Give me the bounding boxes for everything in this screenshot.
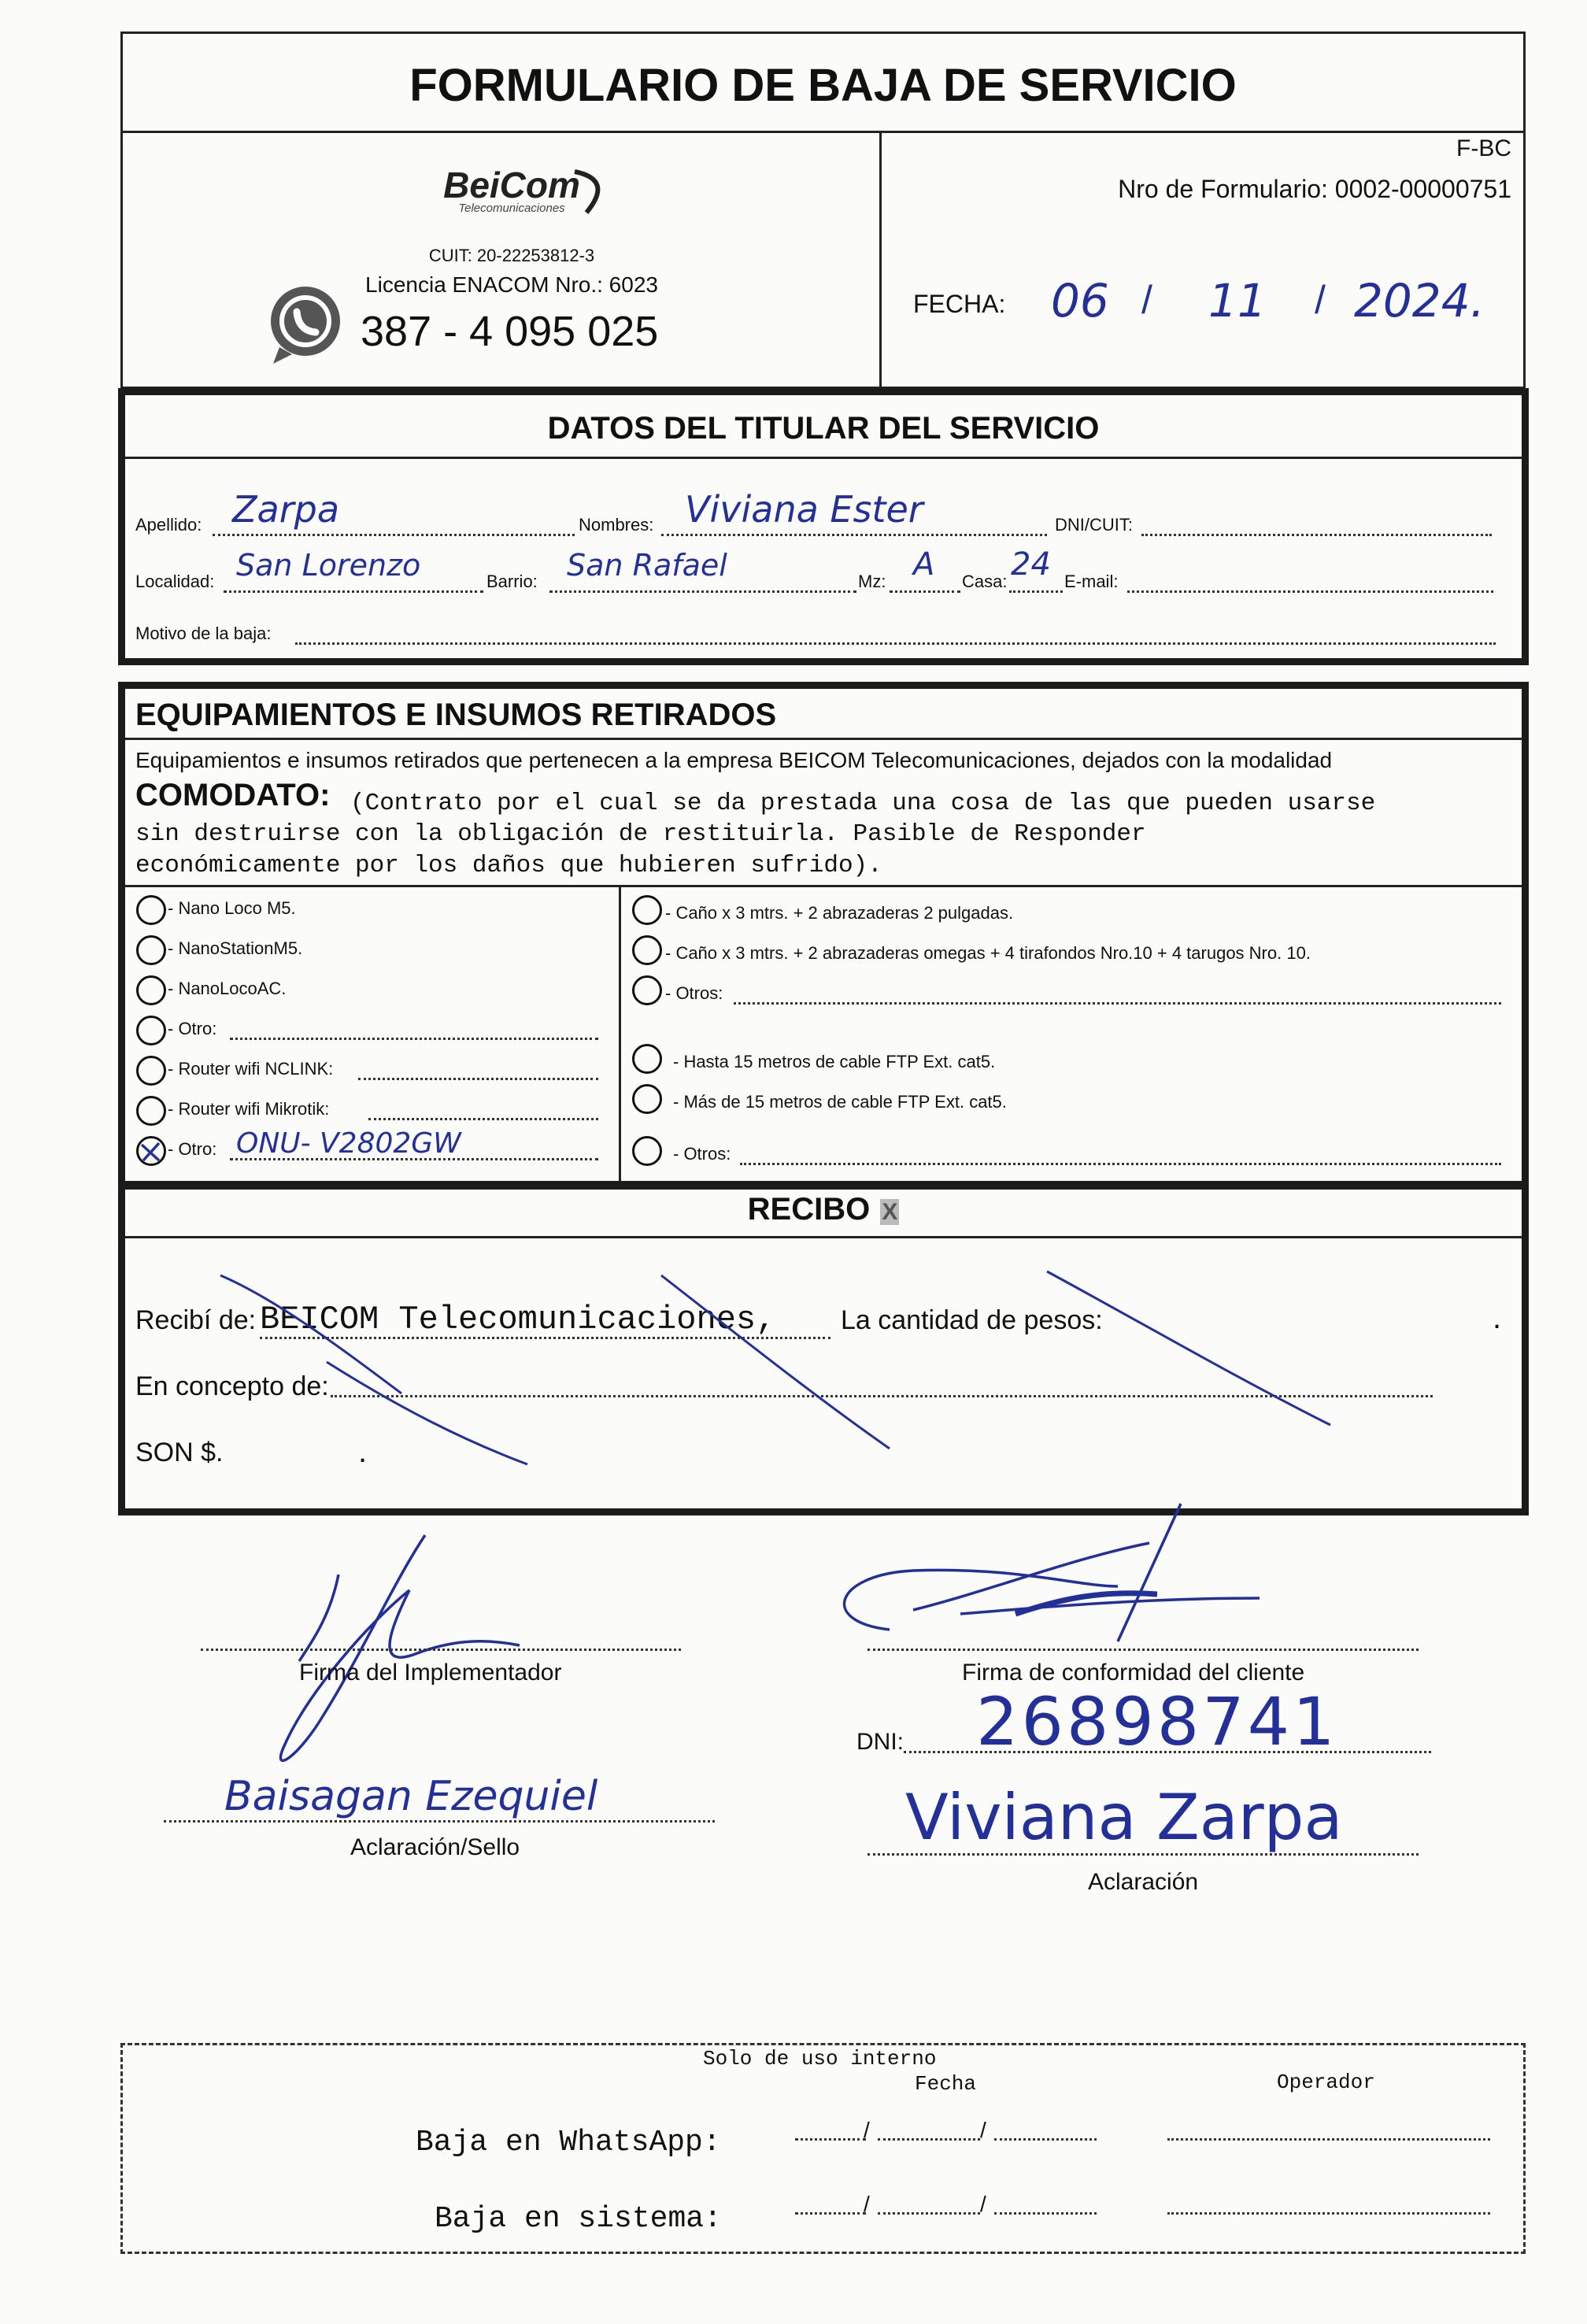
casa-label: Casa: <box>962 572 1008 591</box>
implementador-signature <box>197 1527 562 1787</box>
dni-value: 26898741 <box>976 1683 1338 1760</box>
whatsapp-date-month <box>878 2138 980 2141</box>
checkmark-icon <box>135 1134 170 1168</box>
options-divider <box>125 885 1522 887</box>
whatsapp-date-sep-2: / <box>980 2118 986 2142</box>
aclaracion-label: Aclaración <box>1088 1869 1199 1895</box>
mz-label: Mz: <box>858 572 886 591</box>
titular-heading: DATOS DEL TITULAR DEL SERVICIO <box>547 411 1100 446</box>
motivo-label: Motivo de la baja: <box>135 624 272 643</box>
option-cano-omegas-label: - Caño x 3 mtrs. + 2 abrazaderas omegas + 4 tirafondos Nro.10 + 4 tarugos Nro. 10. <box>665 943 1311 963</box>
localidad-value: San Lorenzo <box>236 548 421 583</box>
date-label: FECHA: <box>913 290 1006 318</box>
whatsapp-date-sep-1: / <box>864 2118 870 2142</box>
option-cable-mas-15-label: - Más de 15 metros de cable FTP Ext. cat5. <box>673 1092 1007 1112</box>
recibo-cancel-strokes <box>118 1228 1529 1512</box>
header-divider <box>879 131 882 389</box>
comodato-text-3: económicamente por los daños que hubieren sufrido). <box>135 852 882 879</box>
whatsapp-date-year <box>994 2138 1097 2141</box>
concepto-label: En concepto de: <box>135 1371 329 1401</box>
option-router-nclink-radio[interactable] <box>136 1056 166 1086</box>
option-cable-hasta-15-radio[interactable] <box>632 1044 662 1074</box>
implementador-line <box>201 1649 681 1651</box>
option-otros-2-line <box>740 1163 1501 1165</box>
form-number: Nro de Formulario: 0002-00000751 <box>1118 175 1511 203</box>
barrio-label: Barrio: <box>486 572 538 591</box>
barrio-line <box>549 590 856 593</box>
whatsapp-icon <box>262 280 349 367</box>
recibi-value: BEICOM Telecomunicaciones, <box>260 1301 776 1338</box>
dni-cuit-line <box>1141 534 1492 536</box>
cliente-label: Firma de conformidad del cliente <box>962 1660 1305 1686</box>
date-sep-2: / <box>1315 278 1326 322</box>
nombres-value: Viviana Ester <box>685 488 923 531</box>
date-month: 11 <box>1208 274 1267 328</box>
sistema-operador-line <box>1167 2212 1490 2215</box>
option-nanoloco-ac-radio[interactable] <box>136 975 166 1005</box>
option-cano-2-pulgadas-radio[interactable] <box>632 895 662 925</box>
option-otro-2-label: - Otro: <box>168 1139 217 1159</box>
internal-title: Solo de uso interno <box>703 2047 937 2071</box>
option-otros-2-label: - Otros: <box>673 1144 731 1164</box>
apellido-value: Zarpa <box>232 488 340 531</box>
logo-swoosh <box>559 164 614 219</box>
recibi-label: Recibí de: <box>135 1305 257 1335</box>
cliente-name: Viviana Zarpa <box>905 1781 1343 1854</box>
apellido-label: Apellido: <box>135 515 202 535</box>
motivo-line <box>295 642 1496 645</box>
nombres-label: Nombres: <box>579 515 654 535</box>
title-divider <box>120 131 1526 133</box>
cantidad-dot: . <box>1493 1301 1502 1335</box>
email-line <box>1127 590 1493 593</box>
recibo-mark: X <box>882 1199 898 1225</box>
option-otro-1-line <box>230 1038 598 1040</box>
sistema-date-month <box>878 2212 980 2215</box>
date-year: 2024. <box>1354 274 1485 328</box>
company-cuit: CUIT: 20-22253812-3 <box>428 246 595 265</box>
email-label: E-mail: <box>1064 572 1119 591</box>
cliente-line <box>867 1649 1419 1651</box>
aclaracion-sello-label: Aclaración/Sello <box>350 1834 520 1860</box>
recibo-heading <box>118 1192 1529 1227</box>
mz-value: A <box>913 546 935 583</box>
option-router-mikrotik-label: - Router wifi Mikrotik: <box>168 1099 330 1119</box>
option-nano-loco-m5-radio[interactable] <box>136 895 166 925</box>
casa-value: 24 <box>1011 546 1051 583</box>
barrio-value: San Rafael <box>567 548 727 583</box>
option-nanostation-m5-radio[interactable] <box>136 935 166 965</box>
dni-cuit-label: DNI/CUIT: <box>1055 515 1133 535</box>
localidad-label: Localidad: <box>135 572 215 591</box>
son-label: SON $. <box>135 1438 224 1467</box>
option-router-mikrotik-radio[interactable] <box>136 1096 166 1126</box>
option-cano-omegas-radio[interactable] <box>632 935 662 965</box>
option-router-nclink-line <box>358 1078 598 1080</box>
internal-row-whatsapp: Baja en WhatsApp: <box>416 2126 721 2159</box>
apellido-line <box>213 534 575 536</box>
casa-line <box>1009 590 1063 593</box>
company-license: Licencia ENACOM Nro.: 6023 <box>365 272 658 297</box>
dni-label: DNI: <box>856 1729 904 1755</box>
sistema-date-day <box>795 2212 866 2215</box>
internal-fecha-label: Fecha <box>915 2072 977 2096</box>
equipment-heading: EQUIPAMIENTOS E INSUMOS RETIRADOS <box>135 698 777 732</box>
logo-sub: Telecomunicaciones <box>458 202 565 215</box>
date-sep-1: / <box>1141 278 1152 322</box>
option-cano-2-pulgadas-label: - Caño x 3 mtrs. + 2 abrazaderas 2 pulgadas. <box>665 903 1014 923</box>
form-code: F-BC <box>1456 135 1511 161</box>
mz-line <box>890 590 960 593</box>
company-logo <box>409 164 614 227</box>
option-nanoloco-ac-label: - NanoLocoAC. <box>168 979 287 998</box>
sistema-date-year <box>994 2212 1097 2215</box>
date-day: 06 <box>1051 274 1109 328</box>
option-otros-1-radio[interactable] <box>632 975 662 1005</box>
equipment-divider <box>125 738 1522 740</box>
options-column-divider <box>619 885 621 1181</box>
cantidad-label: La cantidad de pesos: <box>841 1305 1103 1335</box>
son-dot: . <box>358 1434 368 1469</box>
whatsapp-date-day <box>795 2138 866 2141</box>
whatsapp-operador-line <box>1167 2138 1490 2141</box>
recibo-heading-text: RECIBO <box>747 1192 871 1227</box>
comodato-text-2: sin destruirse con la obligación de restituirla. Pasible de Responder <box>135 820 1146 848</box>
company-phone: 387 - 4 095 025 <box>361 308 659 355</box>
implementador-name: Baisagan Ezequiel <box>224 1773 598 1820</box>
option-nano-loco-m5-label: - Nano Loco M5. <box>168 898 296 918</box>
option-otros-2-radio[interactable] <box>632 1136 662 1166</box>
nombres-line <box>661 534 1047 536</box>
option-cable-hasta-15-label: - Hasta 15 metros de cable FTP Ext. cat5. <box>673 1052 996 1071</box>
option-cable-mas-15-radio[interactable] <box>632 1084 662 1114</box>
option-otro-2-value: ONU- V2802GW <box>236 1127 461 1160</box>
sistema-date-sep-1: / <box>864 2192 870 2216</box>
option-nanostation-m5-label: - NanoStationM5. <box>168 938 303 958</box>
option-otro-1-radio[interactable] <box>136 1016 166 1045</box>
cliente-signature <box>819 1496 1307 1653</box>
internal-row-sistema: Baja en sistema: <box>435 2202 722 2236</box>
titular-divider <box>125 457 1522 459</box>
implementador-label: Firma del Implementador <box>299 1660 562 1686</box>
option-otro-1-label: - Otro: <box>168 1019 217 1038</box>
aclaracion-sello-line <box>164 1820 715 1823</box>
comodato-title: COMODATO: <box>135 778 331 812</box>
option-router-mikrotik-line <box>368 1118 598 1120</box>
comodato-text-1: (Contrato por el cual se da prestada una cosa de las que pueden usarse <box>350 790 1376 817</box>
option-router-nclink-label: - Router wifi NCLINK: <box>168 1059 334 1079</box>
equipment-intro: Equipamientos e insumos retirados que pertenecen a la empresa BEICOM Telecomunicaciones, dejados con la modalidad <box>135 748 1333 772</box>
form-title: FORMULARIO DE BAJA DE SERVICIO <box>409 60 1237 111</box>
sistema-date-sep-2: / <box>980 2192 986 2216</box>
localidad-line <box>224 590 483 593</box>
internal-operador-label: Operador <box>1277 2071 1375 2094</box>
logo-text: BeiCom <box>443 165 580 205</box>
option-otros-1-line <box>734 1002 1501 1005</box>
option-otros-1-label: - Otros: <box>665 983 723 1003</box>
